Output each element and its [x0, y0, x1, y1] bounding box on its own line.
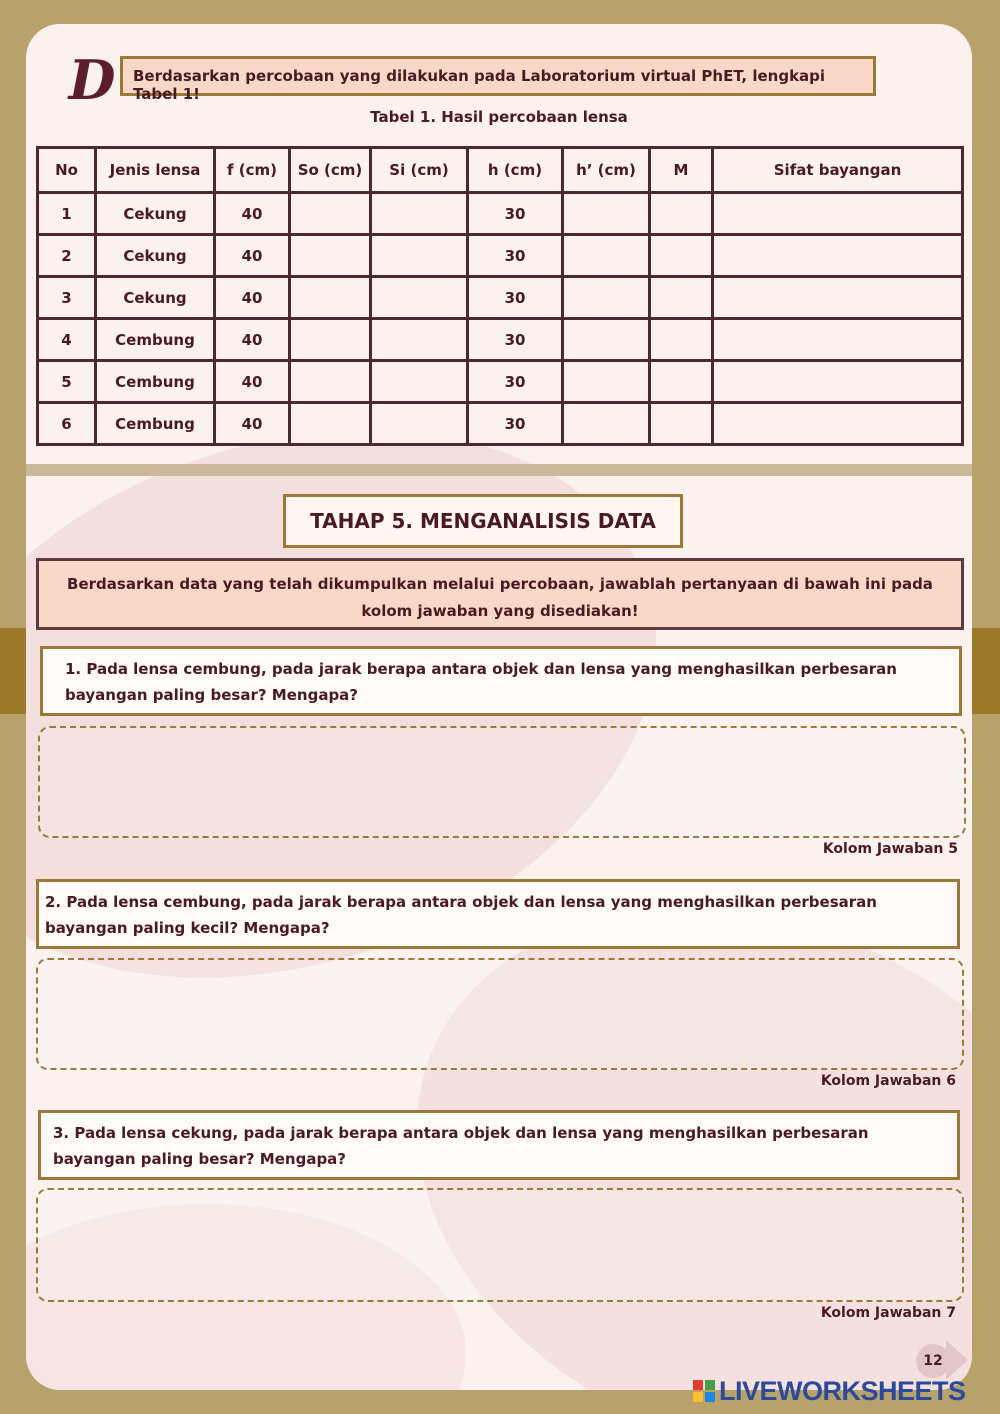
cell-no: 5	[38, 361, 96, 403]
header-so: So (cm)	[290, 148, 371, 193]
cell-input-m[interactable]	[650, 235, 713, 277]
header-h-prime: h’ (cm)	[563, 148, 650, 193]
cell-input-si[interactable]	[371, 277, 468, 319]
cell-h: 30	[468, 361, 563, 403]
worksheet-page	[26, 24, 972, 1390]
cell-input-si[interactable]	[371, 319, 468, 361]
cell-jenis: Cembung	[96, 403, 215, 445]
answer-label-7: Kolom Jawaban 7	[820, 1305, 956, 1321]
table-caption: Tabel 1. Hasil percobaan lensa	[370, 108, 628, 126]
cell-input-si[interactable]	[371, 235, 468, 277]
header-m: M	[650, 148, 713, 193]
cell-input-si[interactable]	[371, 361, 468, 403]
cell-input-h-prime[interactable]	[563, 319, 650, 361]
answer-field-6[interactable]	[36, 958, 964, 1070]
header-jenis-lensa: Jenis lensa	[96, 148, 215, 193]
section-letter: D	[68, 48, 116, 112]
cell-input-so[interactable]	[290, 403, 371, 445]
answer-label-6: Kolom Jawaban 6	[820, 1073, 956, 1089]
cell-input-h-prime[interactable]	[563, 361, 650, 403]
cell-input-h-prime[interactable]	[563, 193, 650, 235]
cell-input-sifat[interactable]	[713, 193, 963, 235]
cell-input-m[interactable]	[650, 319, 713, 361]
question-text: Pada lensa cembung, pada jarak berapa antara objek dan lensa yang menghasilkan perbesaran bayangan paling kecil? Mengapa?	[45, 893, 877, 937]
cell-h: 30	[468, 319, 563, 361]
question-number: 1.	[65, 660, 82, 678]
cell-h: 30	[468, 235, 563, 277]
question-text: Pada lensa cembung, pada jarak berapa antara objek dan lensa yang menghasilkan perbesaran bayangan paling besar? Mengapa?	[65, 660, 897, 704]
cell-jenis: Cekung	[96, 277, 215, 319]
question-3	[38, 1110, 960, 1180]
cell-input-si[interactable]	[371, 193, 468, 235]
cell-no: 1	[38, 193, 96, 235]
lens-results-table	[36, 146, 964, 446]
cell-h: 30	[468, 403, 563, 445]
cell-input-m[interactable]	[650, 403, 713, 445]
cell-input-h-prime[interactable]	[563, 235, 650, 277]
cell-input-m[interactable]	[650, 193, 713, 235]
cell-f: 40	[215, 319, 290, 361]
table-header-row	[38, 148, 963, 193]
table-instruction: Berdasarkan percobaan yang dilakukan pada Laboratorium virtual PhET, lengkapi Tabel 1!	[120, 56, 876, 96]
question-number: 2.	[45, 893, 62, 911]
cell-input-h-prime[interactable]	[563, 403, 650, 445]
answer-field-7[interactable]	[36, 1188, 964, 1302]
cell-input-m[interactable]	[650, 361, 713, 403]
header-f: f (cm)	[215, 148, 290, 193]
cell-f: 40	[215, 361, 290, 403]
stage-title: TAHAP 5. MENGANALISIS DATA	[283, 494, 683, 548]
header-sifat-bayangan: Sifat bayangan	[713, 148, 963, 193]
cell-f: 40	[215, 193, 290, 235]
cell-jenis: Cembung	[96, 319, 215, 361]
cell-input-m[interactable]	[650, 277, 713, 319]
cell-no: 2	[38, 235, 96, 277]
cell-input-sifat[interactable]	[713, 277, 963, 319]
cell-f: 40	[215, 277, 290, 319]
cell-input-so[interactable]	[290, 361, 371, 403]
cell-input-sifat[interactable]	[713, 361, 963, 403]
header-h: h (cm)	[468, 148, 563, 193]
cell-input-sifat[interactable]	[713, 319, 963, 361]
cell-h: 30	[468, 277, 563, 319]
cell-jenis: Cekung	[96, 193, 215, 235]
cell-f: 40	[215, 403, 290, 445]
cell-input-so[interactable]	[290, 277, 371, 319]
question-1	[40, 646, 962, 716]
section-divider	[26, 464, 972, 476]
table-row	[38, 193, 963, 235]
cell-jenis: Cembung	[96, 361, 215, 403]
cell-input-si[interactable]	[371, 403, 468, 445]
header-no: No	[38, 148, 96, 193]
page-number: 12	[916, 1344, 950, 1378]
cell-input-so[interactable]	[290, 319, 371, 361]
cell-h: 30	[468, 193, 563, 235]
table-row	[38, 361, 963, 403]
cell-f: 40	[215, 235, 290, 277]
table-row	[38, 403, 963, 445]
table-row	[38, 235, 963, 277]
analysis-instruction: Berdasarkan data yang telah dikumpulkan melalui percobaan, jawablah pertanyaan di bawah ini pada kolom jawaban yang disediakan!	[36, 558, 964, 630]
cell-input-sifat[interactable]	[713, 235, 963, 277]
liveworksheets-icon	[693, 1380, 715, 1402]
answer-field-5[interactable]	[38, 726, 966, 838]
cell-no: 6	[38, 403, 96, 445]
liveworksheets-wordmark: LIVEWORKSHEETS	[719, 1375, 966, 1406]
cell-no: 4	[38, 319, 96, 361]
question-text: Pada lensa cekung, pada jarak berapa antara objek dan lensa yang menghasilkan perbesaran bayangan paling besar? Mengapa?	[53, 1124, 869, 1168]
cell-input-so[interactable]	[290, 235, 371, 277]
header-si: Si (cm)	[371, 148, 468, 193]
table-row	[38, 277, 963, 319]
cell-input-so[interactable]	[290, 193, 371, 235]
question-2	[36, 879, 960, 949]
liveworksheets-logo	[693, 1374, 966, 1408]
question-number: 3.	[53, 1124, 70, 1142]
cell-input-h-prime[interactable]	[563, 277, 650, 319]
cell-input-sifat[interactable]	[713, 403, 963, 445]
cell-no: 3	[38, 277, 96, 319]
table-row	[38, 319, 963, 361]
cell-jenis: Cekung	[96, 235, 215, 277]
answer-label-5: Kolom Jawaban 5	[822, 841, 958, 857]
